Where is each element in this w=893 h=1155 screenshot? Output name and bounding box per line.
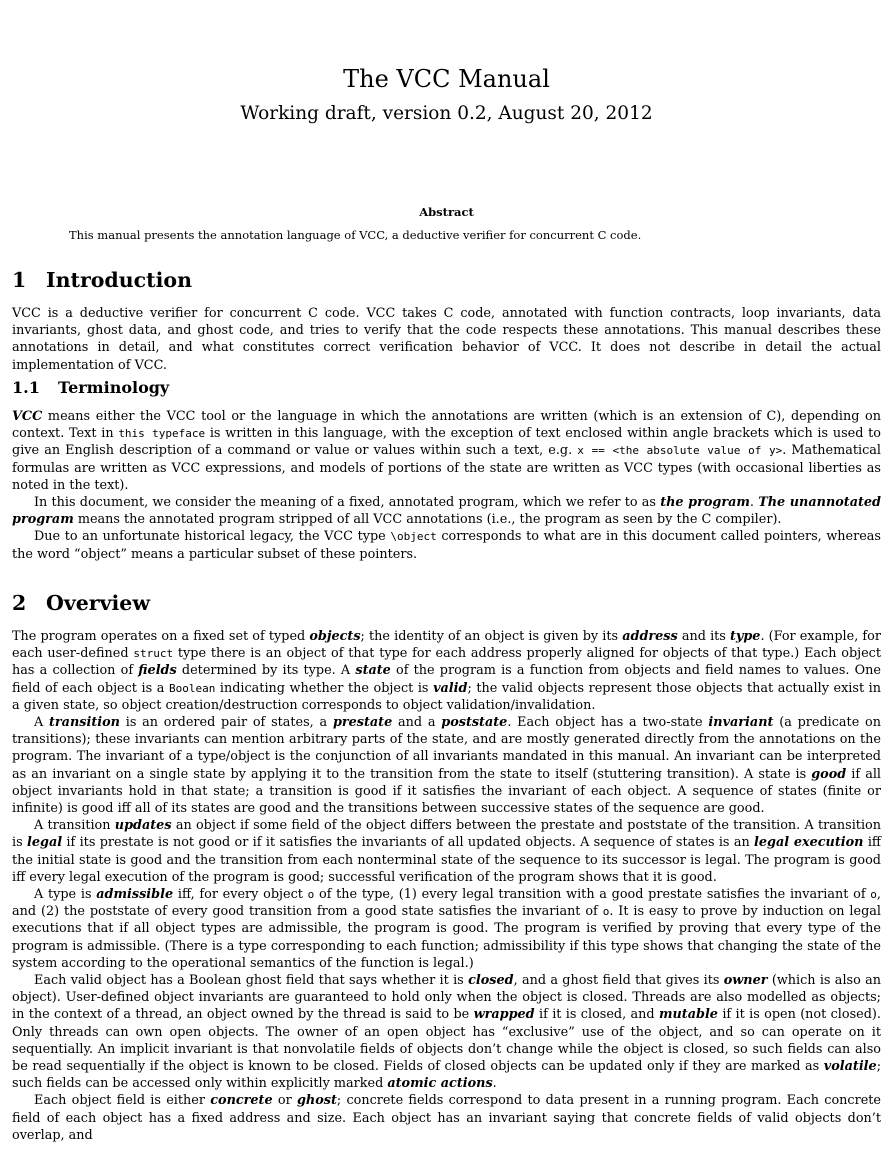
paragraph: [12, 408, 881, 494]
term-emphasis: ghost: [296, 1093, 337, 1109]
text-run: if it is open (not closed). Only threads can own open objects. The owner of an open object has “exclusive” use of the object, and so can operate on it sequentially. An implicit invariant is that nonvolatile fields of objects don’t change while the object is closed, so such fields can also be read sequentially if the object is known to be closed. Fields of closed objects can be updated only if they are marked as: [12, 1007, 881, 1075]
text-run: of the type, (1) every legal transition with a good prestate satisfies the invariant of: [314, 887, 871, 903]
text-run: (a predicate on transitions); these invariants can mention arbitrary parts of the state, and are mostly generated directly from the annotations on the program. The invariant of a type/object is the conjunction of all invariants mandated in this manual. An invariant can be interpreted as an invariant on a single state by applying it to the transition from the state to itself (stuttering transition). A state is: [12, 715, 881, 782]
text-run: or: [272, 1093, 297, 1109]
term-emphasis: updates: [114, 818, 172, 834]
text-run: Each object field is either: [34, 1093, 211, 1109]
text-run: Each valid object has a Boolean ghost field that says whether it is: [34, 973, 469, 989]
term-emphasis: mutable: [658, 1007, 718, 1023]
term-emphasis: The unannotated program: [12, 495, 881, 528]
paragraph: [12, 817, 881, 886]
overview-body: [12, 628, 881, 1144]
text-run: ; such fields can be accessed only within explicitly marked: [12, 1059, 881, 1092]
term-emphasis: admissible: [96, 887, 174, 903]
code-text: x == <the absolute value of y>: [577, 444, 783, 458]
term-emphasis: wrapped: [473, 1007, 535, 1023]
term-emphasis: invariant: [708, 715, 774, 731]
text-run: . (For example, for each user-defined: [12, 629, 881, 662]
code-text: o: [307, 888, 315, 902]
abstract-heading: Abstract: [419, 205, 474, 219]
text-run: In this document, we consider the meaning of a fixed, annotated program, which we refer to as: [34, 495, 661, 511]
section-heading-introduction: [12, 267, 192, 293]
section-title: Overview: [46, 591, 151, 615]
text-run: . Mathematical formulas are written as VCC expressions, and models of portions of the state are written as VCC types (with occasional liberties as noted in the text).: [12, 443, 881, 493]
text-run: (which is also an object). User-defined object invariants are guaranteed to hold only when the object is closed. Threads are also modelled as objects; in the context of a thread, an object owned by the thread is said to be: [12, 973, 881, 1023]
text-run: is written in this language, with the exception of text enclosed within angle brackets which is used to give an English description of a command or value or values within such a text, e.g.: [12, 426, 882, 459]
subsection-heading-terminology: [12, 377, 169, 399]
term-emphasis: address: [622, 629, 678, 644]
paragraph: [12, 1092, 881, 1144]
term-emphasis: good: [811, 766, 847, 782]
paragraph: VCC is a deductive verifier for concurrent C code. VCC takes C code, annotated with function contracts, loop invariants, data invariants, ghost data, and ghost code, and tries to verify that the code respects these annotations. This manual describes these annotations in detail, and what constitutes correct verification behavior of VCC. It does not describe in detail the actual implementation of VCC.: [12, 306, 881, 373]
paragraph: [12, 714, 881, 817]
paragraph: [12, 972, 881, 1092]
term-emphasis: the program: [660, 495, 750, 511]
term-emphasis: fields: [138, 663, 177, 679]
paragraph: [12, 628, 881, 714]
text-run: of the program is a function from objects and field names to values. One field of each object is a: [12, 663, 881, 696]
section-title: Introduction: [46, 268, 192, 292]
text-run: A type is: [34, 887, 97, 903]
text-run: ; the identity of an object is given by its: [360, 629, 623, 644]
text-run: .: [492, 1076, 497, 1092]
subsection-number: 1.1: [12, 378, 40, 397]
text-run: A transition: [34, 818, 115, 834]
text-run: determined by its type. A: [176, 663, 356, 679]
text-run: . It is easy to prove by induction on legal executions that if all object types are admissible, the program is good. The program is verified by proving that every type of the program is admissible. (There is a type corresponding to each function; admissibility if this type shows that changing the state of the system according to the operational semantics of the function is legal.): [12, 904, 881, 971]
term-emphasis: VCC: [12, 409, 43, 424]
term-emphasis: transition: [49, 715, 120, 731]
text-run: type there is an object of that type for each address properly aligned for objects of that type.) Each object has a collection of: [12, 646, 881, 679]
text-run: iff the initial state is good and the transition from each nonterminal state of the sequence to its successor is legal. The program is good iff every legal execution of the program is good; successful verification of the program shows that it is good.: [12, 835, 881, 885]
code-text: o: [602, 905, 610, 919]
paragraph: [12, 886, 881, 972]
section-heading-overview: [12, 590, 150, 616]
text-run: The program operates on a fixed set of typed: [12, 629, 310, 644]
paragraph: [12, 494, 881, 528]
subsection-title: Terminology: [58, 378, 170, 397]
text-run: is an ordered pair of states, a: [119, 715, 333, 731]
text-run: ; concrete fields correspond to data present in a running program. Each concrete field of each object has a fixed address and size. Each object has an invariant saying that concrete fields of valid objects don’t overlap, and: [12, 1093, 881, 1143]
code-text: Boolean: [168, 681, 216, 695]
term-emphasis: type: [730, 629, 761, 644]
text-run: indicating whether the object is: [215, 680, 434, 696]
term-emphasis: atomic actions: [387, 1076, 493, 1092]
introduction-body: [12, 305, 881, 374]
section-number: 2: [12, 591, 27, 615]
text-run: if it is closed, and: [534, 1007, 659, 1023]
section-number: 1: [12, 268, 27, 292]
code-text: this typeface: [118, 427, 206, 441]
text-run: , and a ghost field that gives its: [513, 973, 724, 989]
paragraph: [12, 528, 881, 562]
text-run: Due to an unfortunate historical legacy, the VCC type: [34, 529, 391, 545]
term-emphasis: valid: [433, 680, 468, 696]
document-subtitle: Working draft, version 0.2, August 20, 2012: [240, 103, 653, 124]
text-run: and a: [392, 715, 442, 731]
term-emphasis: state: [355, 663, 391, 679]
term-emphasis: concrete: [210, 1093, 273, 1109]
term-emphasis: legal execution: [754, 835, 864, 851]
text-run: , and (2) the poststate of every good transition from a good state satisfies the invariant of: [12, 887, 881, 920]
term-emphasis: objects: [309, 629, 361, 644]
text-run: if its prestate is not good or if it satisfies the invariants of all updated objects. A sequence of states is an: [62, 835, 755, 851]
text-run: corresponds to what are in this document called pointers, whereas the word “object” means a particular subset of these pointers.: [12, 529, 881, 562]
term-emphasis: prestate: [332, 715, 393, 731]
term-emphasis: legal: [27, 835, 63, 851]
text-run: if all object invariants hold in that state; a transition is good if it satisfies the invariant of each object. A sequence of states (finite or infinite) is good iff all of its states are good and the transitions between successive states of the sequence are good.: [12, 766, 882, 817]
document-title: The VCC Manual: [343, 65, 550, 93]
text-run: A: [34, 715, 50, 731]
text-run: an object if some field of the object differs between the prestate and poststate of the transition. A transition is: [12, 818, 881, 851]
code-text: o: [870, 888, 877, 902]
text-run: and its: [677, 629, 731, 644]
code-text: struct: [133, 647, 174, 661]
text-run: means either the VCC tool or the language in which the annotations are written (which is an extension of C), depending on context. Text in: [12, 409, 881, 442]
text-run: iff, for every object: [173, 887, 308, 903]
text-run: means the annotated program stripped of all VCC annotations (i.e., the program as seen by the C compiler).: [73, 512, 782, 528]
code-text: \object: [390, 530, 437, 544]
terminology-body: [12, 408, 881, 563]
term-emphasis: volatile: [823, 1059, 877, 1075]
term-emphasis: poststate: [441, 715, 508, 731]
abstract-text: This manual presents the annotation language of VCC, a deductive verifier for concurrent C code.: [69, 228, 642, 242]
text-run: . Each object has a two-state: [507, 715, 709, 731]
text-run: ; the valid objects represent those objects that actually exist in a given state, so object creation/destruction corresponds to object validation/invalidation.: [12, 680, 881, 713]
term-emphasis: closed: [468, 973, 514, 989]
term-emphasis: owner: [723, 973, 768, 989]
text-run: .: [749, 495, 759, 511]
